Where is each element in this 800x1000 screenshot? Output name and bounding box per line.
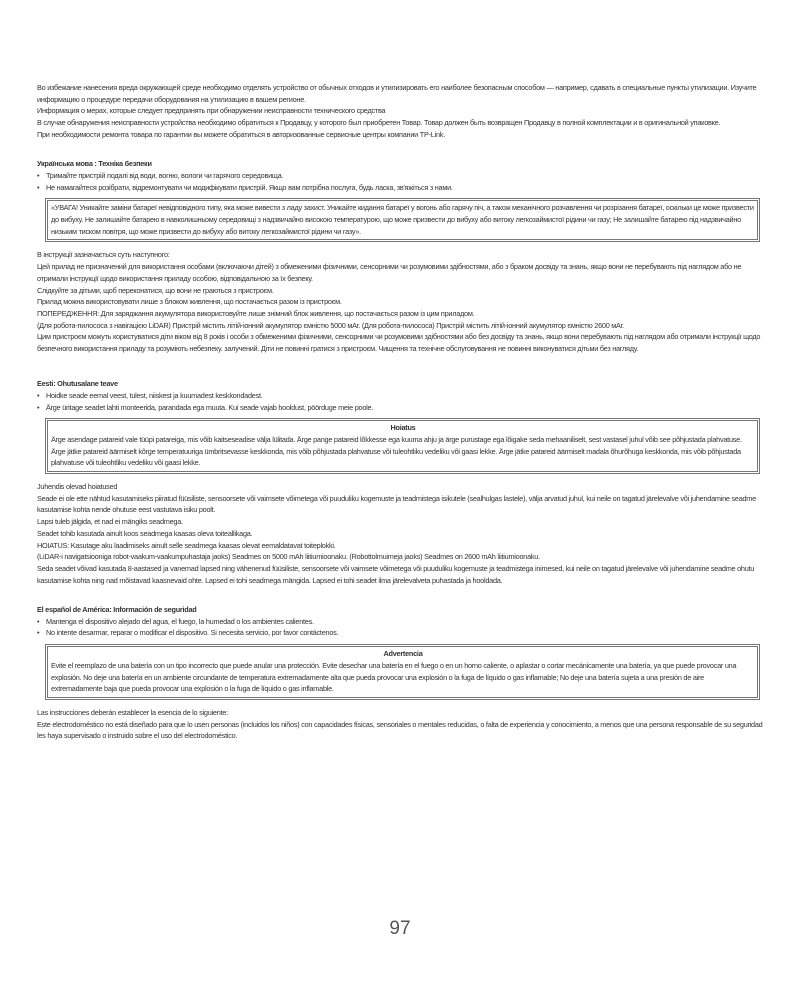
paragraph: Информация о мерах, которые следует предпринять при обнаружении неисправности технического средства: [37, 106, 386, 116]
paragraph: Seade ei ole ette nähtud kasutamiseks piiratud füüsiliste, sensoorsete või vaimsete võimetega või puuduliku kogemuste ja teadmistega isikutele (sealhulgas lastele), välja arvatud juhul, kui neile on tagatud järelevalve või juhendamine seadme kasutamise kohta nende ohutuse eest vastutava isiku poolt.: [37, 493, 756, 515]
paragraph: В случае обнаружения неисправности устройства необходимо обратиться к Продавцу, у которого был приобретен Товар. Товар должен быть возвращен Продавцу в полной комплектации и в оригинальной упаковке.: [37, 118, 721, 128]
paragraph: Seda seadet võivad kasutada 8-aastased ja vanemad lapsed ning vähenenud füüsiliste, sensoorsete või vaimsete võimetega või puuduliku kogemuste ja teadmistega inimesed, kui neile on tagatud järelevalve või juhendamine seadme ohutu kasutamise kohta ning nad mõistavad kaasnevaid ohte. Lapsed ei tohi seadmega mängida. Lapsed ei tohi seadet ilma järelevalveta puhastada ja hooldada.: [37, 563, 755, 585]
warning-text: Ärge asendage patareid vale tüüpi patareiga, mis võib kaitseseadise välja lülitada. Ärge pange patareid lõkkesse ega kuuma ahju ja ärge purustage ega lõigake seda mehaaniliselt, sest vastasel juhul võib see põhjustada plahvatuse. Ärge jätke patareid äärmiselt kõrge temperatuuriga ümbritsevasse keskkonda, mis võib põhjustada plahvatuse või tuleohtliku vedeliku või gaasi lekke. Ärge jätke patareid äärmiselt madala õhurõhuga keskkonda, mis võib põhjustada plahvatuse või tuleohtliku vedeliku või gaasi lekke.: [51, 434, 742, 468]
bullet-list: [37, 390, 763, 413]
paragraph: При необходимости ремонта товара по гарантии вы можете обратиться в авторизованные сервисные центры компании TP-Link.: [37, 129, 445, 139]
paragraph: Las instrucciones deberán establecer la esencia de lo siguiente:: [37, 707, 228, 717]
paragraph: Lapsi tuleb jälgida, et nad ei mängiks seadmega.: [37, 517, 183, 527]
paragraph: HOIATUS: Kasutage aku laadimiseks ainult selle seadmega kaasas olevat eemaldatavat toiteplokki.: [37, 540, 336, 550]
warning-title: Hoiatus: [390, 423, 416, 433]
paragraph: Цим пристроєм можуть користуватися діти віком від 8 років і особи з обмеженими фізичними, сенсорними чи розумовими здібностями або без досвіду та знань, якщо вони перебувають під наглядом або отримали інструкції щодо безпечного використання приладу та розуміють небезпеку. залучений. Діти не повинні гратися з пристроєм. Чищення та технічне обслуговування не повинні виконуватися дітьми без нагляду.: [37, 332, 761, 354]
section-estonian: [37, 378, 763, 586]
list-item: • Тримайте пристрій подалі від води, вогню, вологи чи гарячого середовища.: [37, 170, 763, 182]
warning-box: [47, 646, 758, 698]
bullet-list: [37, 170, 763, 193]
paragraph: Слідкуйте за дітьми, щоб переконатися, що вони не граються з пристроєм.: [37, 285, 274, 295]
section-russian: [37, 82, 763, 141]
warning-text: Evite el reemplazo de una batería con un tipo incorrecto que puede anular una protección. Evite desechar una batería en el fuego o en un horno caliente, o aplastar o cortar mecánicamente una batería, ya que puede provocar una explosión. No deje una batería en un ambiente circundante de temperatura extremadamente alta que pueda provocar una explosión o la fuga de líquido o gas inflamable; No deje una batería sujeta a una presión de aire extremadamente baja que pueda provocar una explosión o la fuga de líquido o gas inflamable.: [51, 660, 737, 694]
warning-box: [47, 200, 758, 240]
paragraph: ПОПЕРЕДЖЕННЯ: Для заряджання акумулятора використовуйте лише знімний блок живлення, що постачається разом із цим приладом.: [37, 308, 475, 318]
list-item: • Hoidke seade eemal veest, tulest, niiskest ja kuumadest keskkondadest.: [37, 390, 763, 402]
warning-text: «УВАГА! Уникайте заміни батареї невідповідного типу, яка може вивести з ладу захист. Уникайте кидання батареї у вогонь або гарячу піч, а також механічного розчавлення чи розрізання батареї, оскільки це може призвести до вибуху. Не залишайте батарею в навколишньому середовищі з надзвичайно високою температурою, що може призвести до вибуху або витоку легкозаймистої рідини чи газу; Не залишайте батарею під надзвичайно низьким тиском повітря, що може призвести до вибуху або витоку легкозаймистої рідини чи газу».: [51, 203, 754, 236]
list-item: • Ärge üritage seadet lahti monteerida, parandada ega muuta. Kui seade vajab hooldust, pöörduge meie poole.: [37, 402, 763, 414]
paragraph: Este electrodoméstico no está diseñado para que lo usen personas (incluidos los niños) con capacidades físicas, sensoriales o mentales reducidas, o falta de experiencia y conocimiento, a menos que una persona responsable de su seguridad les haya supervisado o instruido sobre el uso del electrodoméstico.: [37, 719, 763, 741]
list-item: • Mantenga el dispositivo alejado del agua, el fuego, la humedad o los ambientes calientes.: [37, 616, 763, 628]
section-spanish: [37, 604, 763, 742]
list-item: • No intente desarmar, reparar o modificar el dispositivo. Si necesita servicio, por favor contáctenos.: [37, 627, 763, 639]
paragraph: Во избежание нанесения вреда окружающей среде необходимо отделять устройство от обычных отходов и утилизировать его наиболее безопасным способом — например, сдавать в специальные пункты утилизации. Изучите информацию о процедуре передачи оборудования на утилизацию в вашем регионе.: [37, 83, 757, 104]
bullet-list: [37, 616, 763, 639]
warning-box: [47, 420, 758, 472]
section-heading: Eesti: Ohutusalane teave: [37, 379, 118, 389]
paragraph: Цей прилад не призначений для використання особами (включаючи дітей) з обмеженими фізичними, сенсорними чи розумовими здібностями, або з браком досвіду та знань, якщо вони не перебувають під наглядом або не отримали інструкції щодо використання приладу особою, відповідальною за їх безпеку.: [37, 262, 742, 283]
page-number: 97: [389, 918, 411, 939]
paragraph: (Для робота-пилососа з навігацією LiDAR) Пристрій містить літій-іонний акумулятор ємністю 5000 мАг. (Для робота-пилососа) Пристрій містить літій-іонний акумулятор ємністю 2600 мАг.: [37, 320, 624, 330]
paragraph: Juhendis olevad hoiatused: [37, 482, 118, 492]
warning-title: Advertencia: [383, 649, 423, 659]
section-heading: El español de América: Información de seguridad: [37, 605, 197, 615]
paragraph: Прилад можна використовувати лише з блоком живлення, що постачається разом із пристроєм.: [37, 297, 342, 307]
section-ukrainian: [37, 158, 763, 355]
paragraph: (LiDAR-i navigatsiooniga robot-vaakum-vaakumpuhastaja jaoks) Seadmes on 5000 mAh liitiumioonaku. (Robottolmuimeja jaoks) Seadmes on 2600 mAh liitiumioonaku.: [37, 552, 540, 562]
section-heading: Українська мова : Техніка безпеки: [37, 159, 152, 169]
paragraph: Seadet tohib kasutada ainult koos seadmega kaasas oleva toiteallikaga.: [37, 528, 253, 538]
list-item: • Не намагайтеся розібрати, відремонтувати чи модифікувати пристрій. Якщо вам потрібна послуга, будь ласка, зв'яжіться з нами.: [37, 182, 763, 194]
page-content: [37, 82, 763, 742]
paragraph: В інструкції зазначається суть наступного:: [37, 250, 170, 260]
